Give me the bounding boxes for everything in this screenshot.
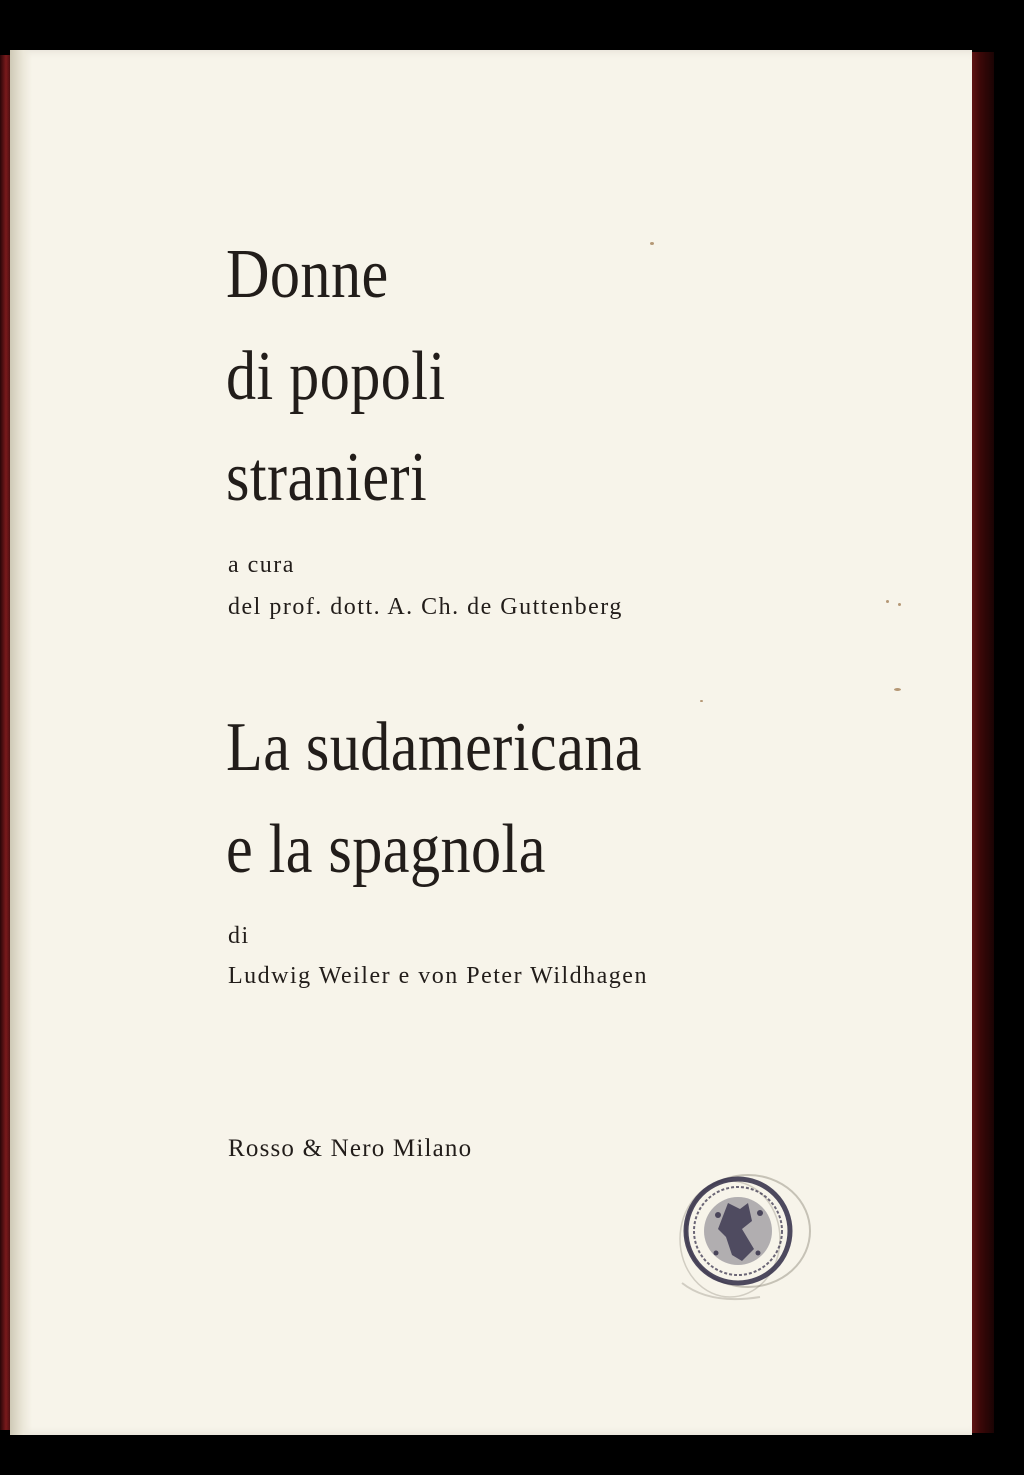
paper-speck (898, 603, 901, 606)
book-binding-right (972, 52, 994, 1433)
publisher-imprint: Rosso & Nero Milano (228, 1135, 473, 1162)
paper-speck (700, 700, 703, 702)
page-gutter (10, 50, 32, 1435)
paper-speck (894, 688, 901, 691)
library-stamp-seal (670, 1165, 820, 1315)
paper-speck (886, 600, 889, 603)
editor-line-2: del prof. dott. A. Ch. de Guttenberg (228, 594, 623, 620)
book-title-line-2: di popoli (226, 338, 446, 415)
volume-title-line-2: e la spagnola (226, 811, 546, 888)
book-title-line-1: Donne (226, 236, 389, 313)
book-title-line-3: stranieri (226, 439, 428, 516)
paper-speck (650, 242, 654, 245)
volume-title-line-1: La sudamericana (226, 709, 642, 786)
authors-names: Ludwig Weiler e von Peter Wildhagen (228, 963, 648, 989)
editor-line-1: a cura (228, 552, 295, 578)
authors-prefix: di (228, 923, 250, 949)
